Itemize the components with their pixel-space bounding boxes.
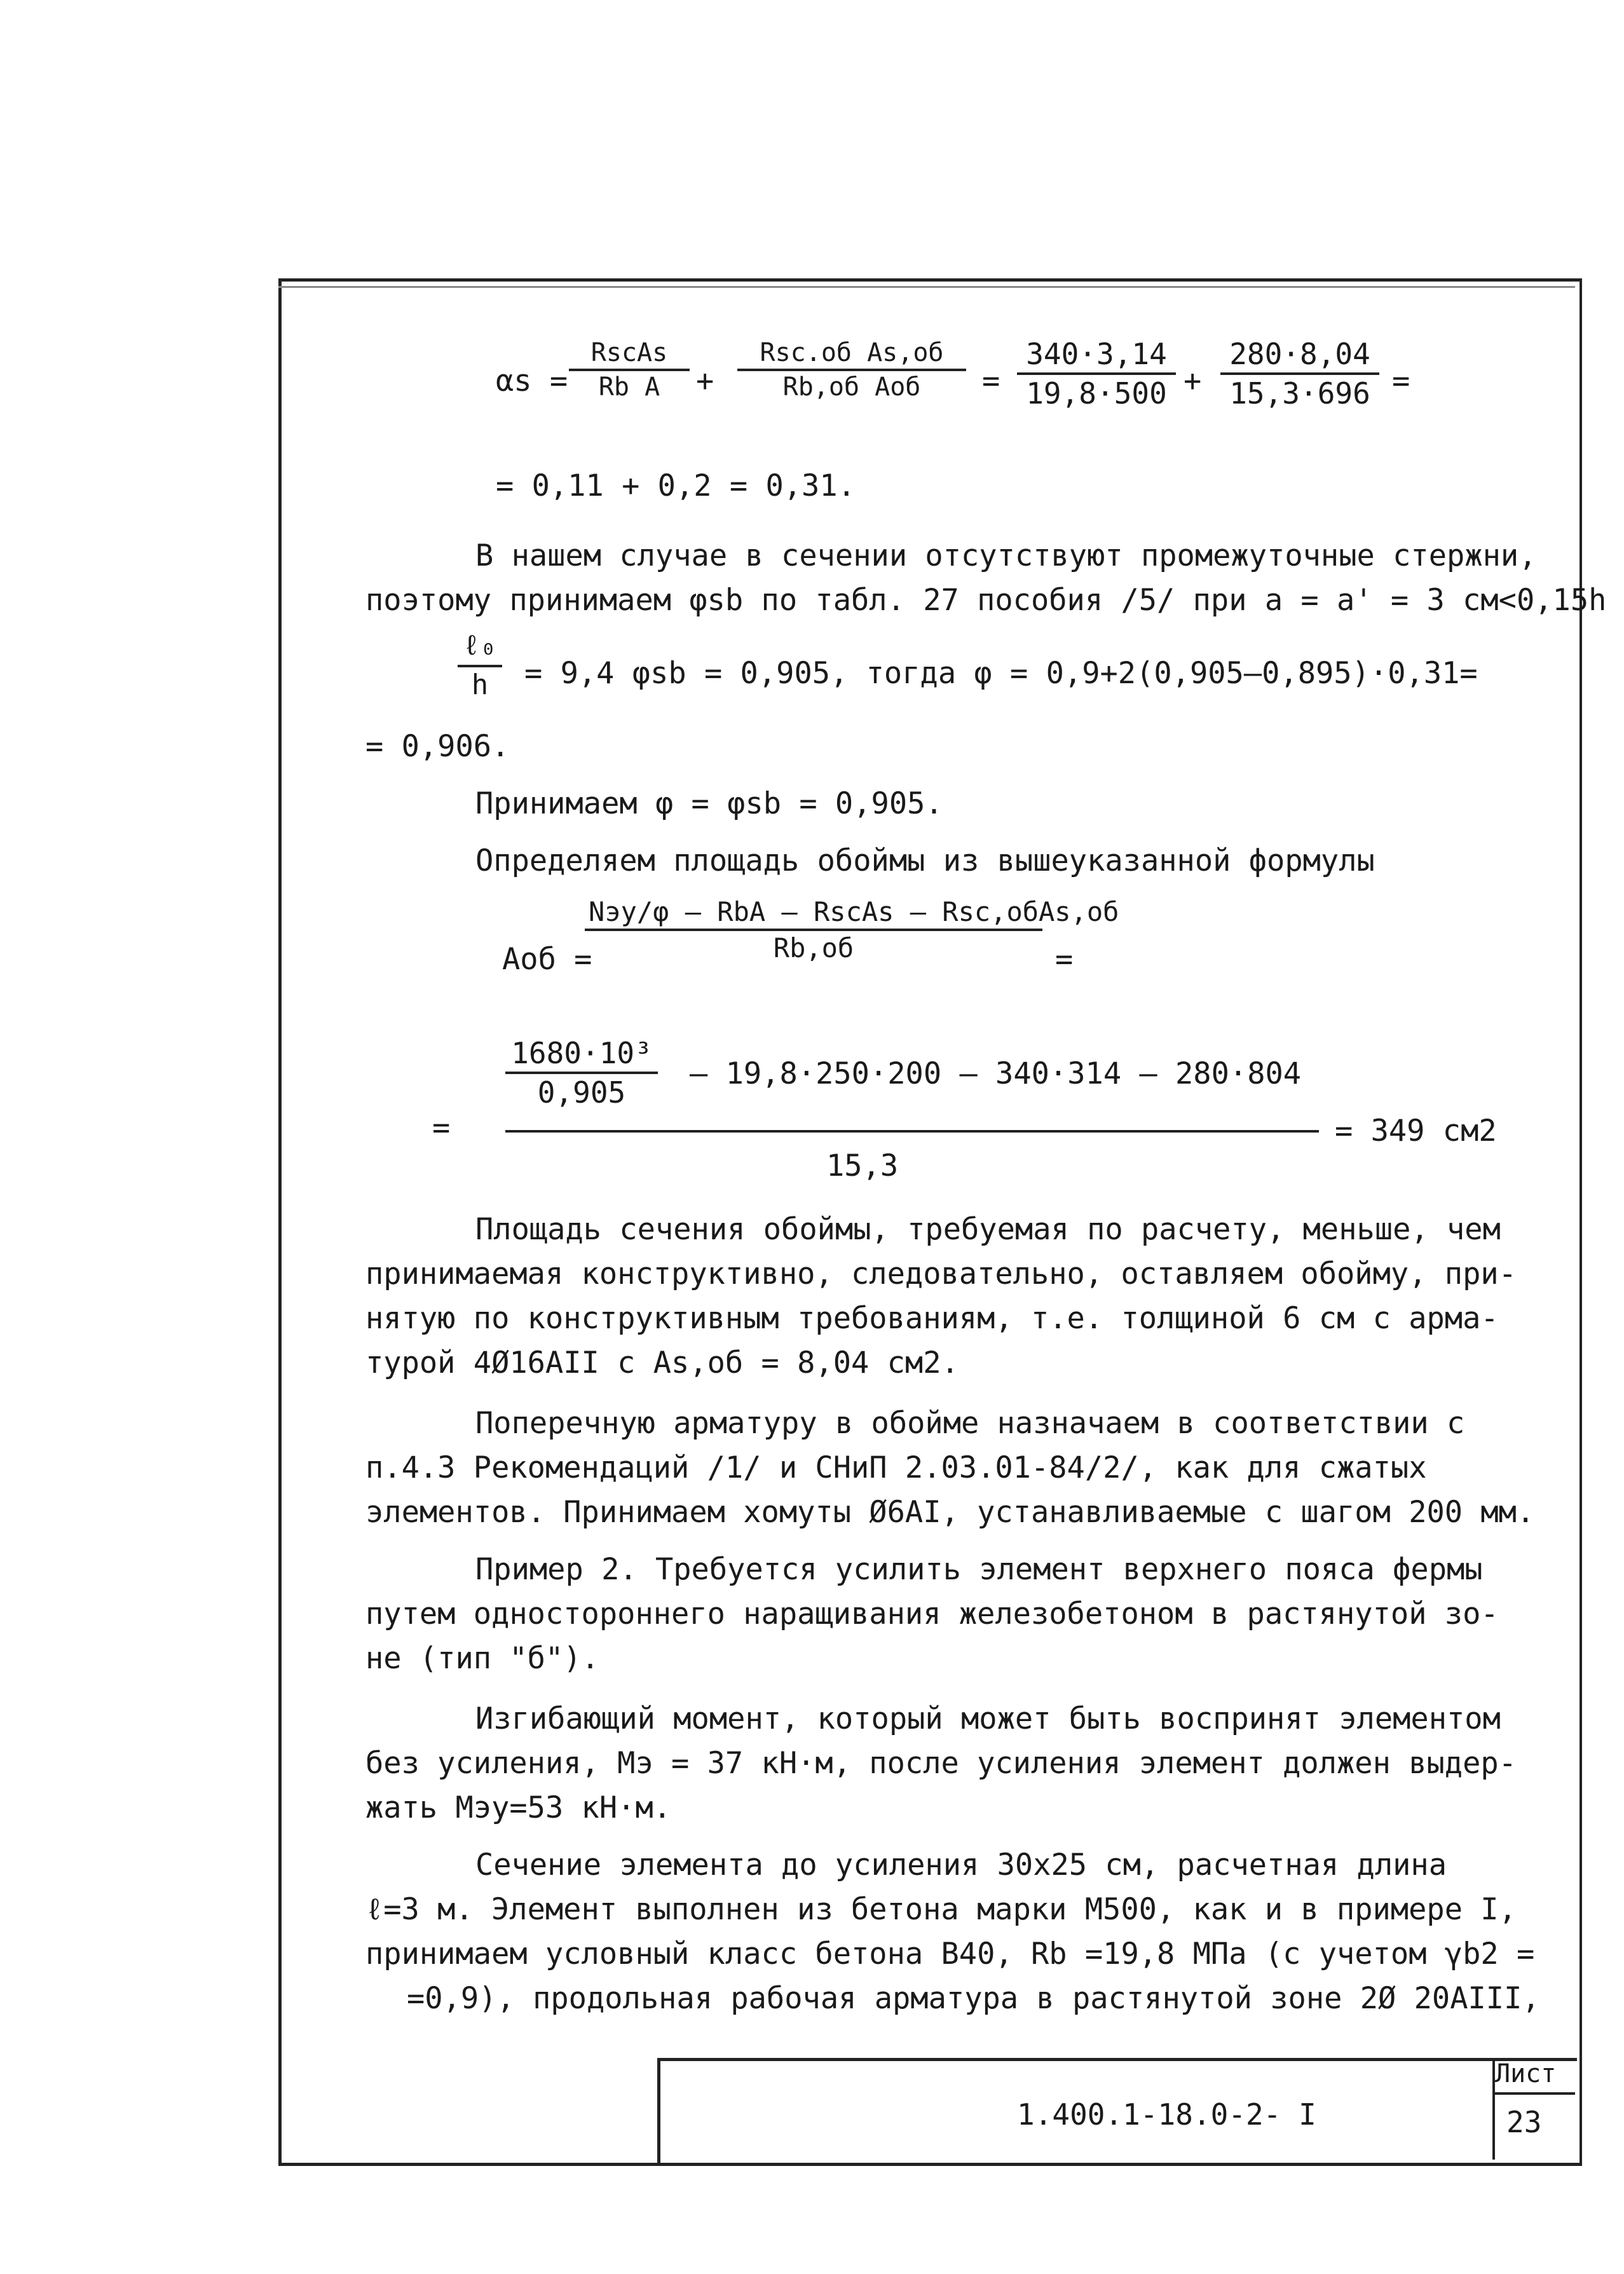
p1-fraction [458,629,502,701]
calc-lead: = [432,1110,451,1145]
calc-result: = 349 см2 [1335,1113,1497,1148]
define-line: Определяем площадь обоймы из вышеуказанной формулы [475,843,1375,878]
area-eq: = [1055,942,1074,977]
alpha-term1-num: RscAs [569,338,690,371]
alpha-term2-den: Rb,об Aоб [782,372,921,402]
alpha-num2 [1220,337,1379,411]
p1-line3: = 9,4 φsb = 0,905, тогда φ = 0,9+2(0,905–0,895)·0,31= [524,656,1478,691]
alpha-lhs: αs = [496,364,568,398]
document-code: 1.400.1-18.0-2- I [1017,2097,1316,2132]
area-lhs: Aоб = [502,942,592,977]
p6-line4: =0,9), продольная рабочая арматура в растянутой зоне 2Ø 20АIII, [407,1981,1540,2016]
p4-line3: не (тип "б"). [365,1641,599,1676]
alpha-num2-num: 280·8,04 [1220,337,1379,375]
p1-line1: В нашем случае в сечении отсутствуют промежуточные стержни, [475,538,1537,573]
calc-inner-den: 0,905 [537,1075,626,1110]
sheet-number: 23 [1506,2105,1542,2139]
alpha-plus: + [696,364,714,398]
p1-line2: поэтому принимаем φsb по табл. 27 пособия /5/ при a = a' = 3 см<0,15h [365,583,1607,618]
area-fraction-den: Rb,об [773,932,854,963]
alpha-eq2: = [1392,364,1410,398]
stamp-sheet-line [1492,2092,1575,2095]
p5-line1: Изгибающий момент, который может быть воспринят элементом [475,1701,1501,1736]
alpha-num1-num: 340·3,14 [1017,337,1176,375]
p6-line2: ℓ=3 м. Элемент выполнен из бетона марки М500, как и в примере I, [365,1892,1517,1927]
p2-line2: принимаемая конструктивно, следовательно, оставляем обойму, при- [365,1256,1517,1291]
p5-line3: жать Mэу=53 кН·м. [365,1790,672,1825]
p5-line2: без усиления, Mэ = 37 кН·м, после усиления элемент должен выдер- [365,1746,1517,1781]
calc-inner-num: 1680·10³ [505,1036,658,1074]
calc-num-rest: – 19,8·250·200 – 340·314 – 280·804 [690,1056,1302,1091]
p3-line2: п.4.3 Рекомендаций /1/ и СНиП 2.03.01-84/2/, как для сжатых [365,1450,1427,1485]
p1-fraction-den: h [471,669,489,701]
alpha-term1 [569,338,690,402]
calc-inner-fraction [505,1036,658,1110]
area-fraction-num: Nэу/φ – RbA – RscAs – Rsc,обAs,об [585,896,1042,931]
p3-line3: элементов. Принимаем хомуты Ø6АI, устанавливаемые с шагом 200 мм. [365,1495,1535,1530]
p6-line3: принимаем условный класс бетона В40, Rb =19,8 МПа (с учетом γb2 = [365,1937,1535,1971]
frame-top-shadow [278,286,1575,288]
p1-line4: = 0,906. [365,729,510,764]
calc-fraction-bar [505,1130,1319,1133]
p2-line1: Площадь сечения обоймы, требуемая по расчету, меньше, чем [475,1212,1501,1247]
sheet-label: Лист [1495,2059,1557,2088]
p4-line1: Пример 2. Требуется усилить элемент верхнего пояса фермы [475,1552,1483,1587]
alpha-plus2: + [1184,364,1202,398]
alpha-term2 [737,338,966,402]
p1-fraction-num: ℓ₀ [458,629,502,667]
alpha-num1 [1017,337,1176,411]
p2-line3: нятую по конструктивным требованиям, т.е. толщиной 6 см с арма- [365,1301,1499,1336]
alpha-term2-num: Rsc.об As,об [737,338,966,371]
alpha-result: = 0,11 + 0,2 = 0,31. [496,468,856,503]
p2-line4: турой 4Ø16АII с As,об = 8,04 см2. [365,1345,959,1380]
alpha-num2-den: 15,3·696 [1229,376,1370,411]
alpha-num1-den: 19,8·500 [1026,376,1167,411]
accept-line: Принимаем φ = φsb = 0,905. [475,786,943,821]
p3-line1: Поперечную арматуру в обойме назначаем в соответствии с [475,1406,1465,1441]
p6-line1: Сечение элемента до усиления 30х25 см, расчетная длина [475,1848,1447,1883]
area-fraction [585,896,1119,963]
alpha-eq: = [982,364,1000,398]
calc-den: 15,3 [826,1148,899,1183]
p4-line2: путем одностороннего наращивания железобетоном в растянутой зо- [365,1597,1499,1631]
alpha-term1-den: Rb A [598,372,660,402]
